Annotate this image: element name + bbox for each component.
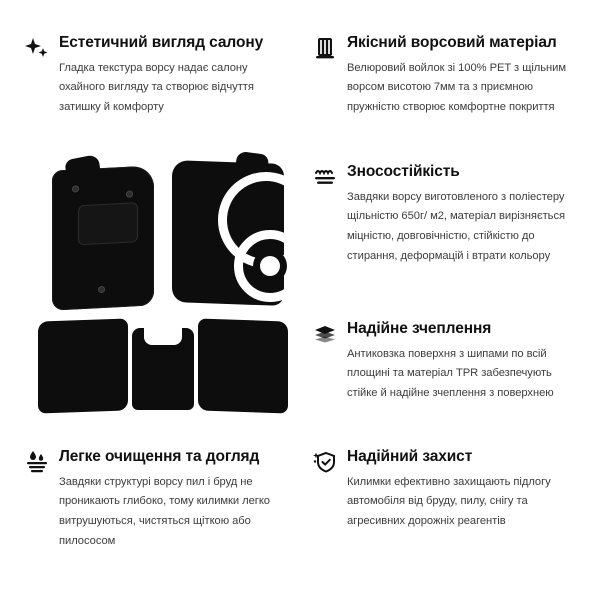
feature-cleaning-title: Легке очищення та догляд [59,448,260,465]
decorative-ring-small [234,230,306,302]
feature-cleaning [24,448,296,551]
feature-durability-text [347,163,584,266]
car-floor-mats-image [22,160,290,422]
rear-center-mat [132,328,194,410]
feature-grip-body: Антиковзка поверхня з шипами по всій площині та матеріал TPR забезпечують стійке й надійне зчеплення з поверхнею [347,347,554,399]
feature-aesthetic-text [59,34,292,118]
abrasion-icon [312,164,338,190]
feature-cleaning-text [59,448,296,551]
feature-durability-body: Завдяки ворсу виготовленого з поліестеру щільністю 650г/ м2, матеріал вирізняється міцністю, довговічністю, стійкістю до стирання, деформацій і втрати кольору [347,190,566,262]
feature-protection-body: Килимки ефективно захищають підлогу автомобіля від бруду, пилу, снігу та агресивних дорожніх реагентів [347,475,551,527]
mat-clip [126,190,133,197]
mat-clip [98,286,105,293]
feature-protection [312,448,584,532]
feature-durability-title: Зносостійкість [347,163,460,180]
feature-cleaning-body: Завдяки структурі ворсу пил і бруд не проникають глибоко, тому килимки легко витрушуються, чистяться щіткою або пилососом [59,475,270,547]
feature-material-body: Велюровий войлок зі 100% PET з щільним ворсом висотою 7мм та з приємною пружністю створює комфортне покриття [347,61,567,113]
rear-right-mat [198,318,288,413]
sparkle-icon [24,35,50,61]
feature-grip-title: Надійне зчеплення [347,320,492,337]
feature-material [312,34,580,118]
feature-aesthetic-body: Гладка текстура ворсу надає салону охайного вигляду та створює відчуття затишку й комфорту [59,61,254,113]
heel-pad [78,202,138,245]
feature-durability [312,163,584,266]
feature-material-title: Якісний ворсовий матеріал [347,34,557,51]
feature-grip-text [347,320,584,404]
feature-protection-text [347,448,584,532]
mat-clip [72,185,79,192]
water-clean-icon [24,449,50,475]
rear-left-mat [38,318,128,413]
feature-protection-title: Надійний захист [347,448,473,465]
feature-material-text [347,34,580,118]
layers-grip-icon [312,321,338,347]
feature-aesthetic-title: Естетичний вигляд салону [59,34,264,51]
carpet-roll-icon [312,35,338,61]
feature-grip [312,320,584,404]
front-left-mat [52,165,154,310]
feature-aesthetic [24,34,292,118]
shield-check-icon [312,449,338,475]
